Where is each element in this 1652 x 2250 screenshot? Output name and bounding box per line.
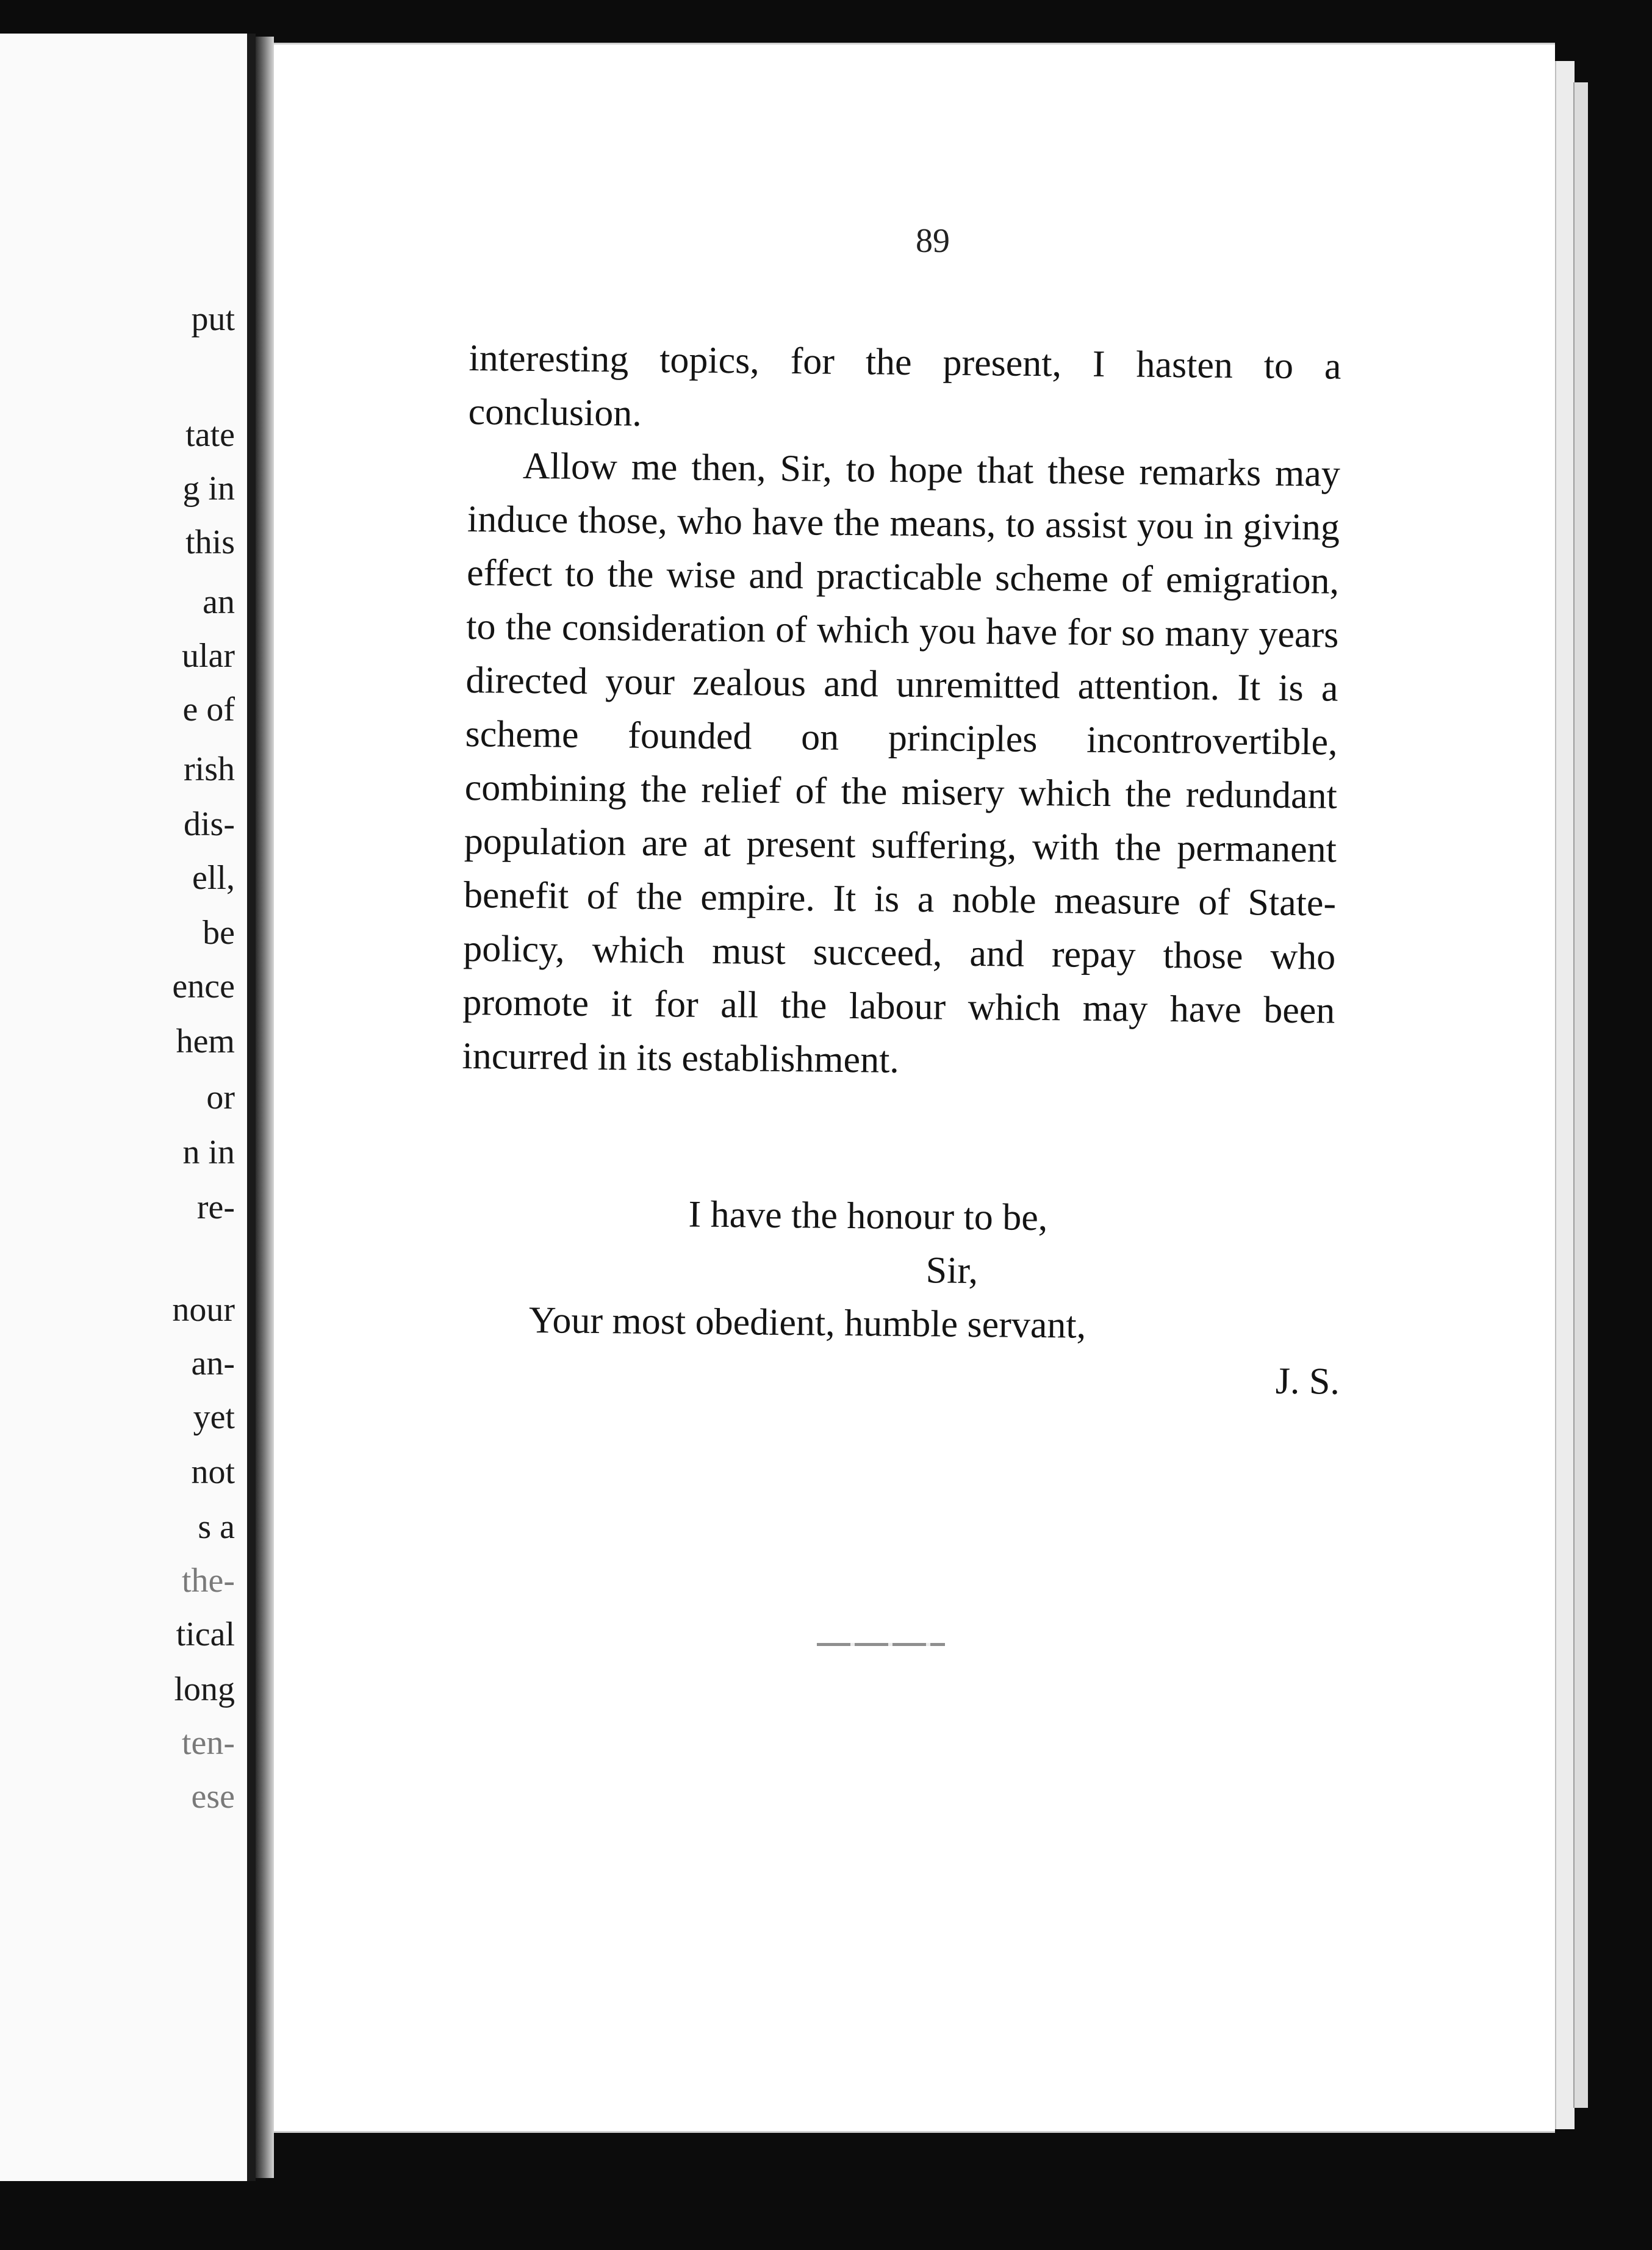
paragraph: Allow me then, Sir, to hope that these remarks may induce those, who have the means, to assist you in giving effect to the wise and practicable scheme of emigration, to the consideration of which you have for so many years directed your zealous and unremitted attention. It is a scheme founded on principles incontrovertible, combining the relief of the misery which the redundant population are at present suffering, with the permanent benefit of the empire. It is a noble measure of State-policy, which must succeed, and repay those who promote it for all the labour which may have been incurred in its establishment.	[462, 445, 1341, 1081]
left-page-fragment: dis-	[184, 805, 235, 843]
left-page-fragment: n in	[182, 1134, 235, 1171]
left-page-fragment: re-	[196, 1188, 235, 1226]
left-page-fragment: yet	[193, 1398, 235, 1436]
left-page-fragment: nour	[172, 1291, 235, 1329]
left-page-fragment: rish	[184, 750, 235, 788]
left-page-fragment: ence	[172, 968, 235, 1005]
left-page-fragment: be	[203, 914, 235, 952]
left-page-fragment: e of	[182, 691, 235, 728]
left-page-fragment: tical	[176, 1616, 235, 1653]
letter-closing	[467, 1185, 1341, 1409]
letter-body	[462, 331, 1341, 1091]
left-page-fragment: ular	[181, 637, 235, 675]
closing-salutation: Sir,	[925, 1249, 979, 1292]
closing-servant-line: Your most obedient, humble servant,	[528, 1299, 1086, 1346]
signature-initials: J. S.	[1275, 1360, 1340, 1403]
left-page-fragment: tate	[185, 416, 235, 454]
left-page-fragment: g in	[182, 470, 235, 508]
right-page	[274, 43, 1555, 2133]
page-edge	[1555, 61, 1575, 2129]
page-edge	[1573, 82, 1588, 2108]
paragraph-continuation: interesting topics, for the present, I hasten to a conclusion.	[468, 337, 1341, 434]
closing-honour-line: I have the honour to be,	[688, 1193, 1048, 1239]
left-page-fragment: ell,	[192, 859, 235, 897]
left-page-fragment: put	[191, 300, 235, 338]
left-page-fragment: this	[185, 523, 235, 561]
left-page-fragment: an-	[191, 1345, 235, 1382]
end-rule-ornament	[817, 1643, 945, 1646]
left-page-fragment: an	[203, 583, 235, 621]
left-page-fragment: hem	[176, 1023, 235, 1060]
left-facing-page	[0, 34, 256, 2181]
left-page-fragment: the-	[181, 1562, 235, 1600]
left-page-fragment: ten-	[181, 1724, 235, 1762]
left-page-fragment: ese	[191, 1778, 235, 1816]
left-page-fragment: long	[174, 1670, 235, 1708]
left-page-fragment: or	[206, 1079, 235, 1116]
left-page-fragment: not	[191, 1453, 235, 1491]
book-gutter	[256, 37, 274, 2178]
left-page-fragment: s a	[198, 1508, 235, 1546]
page-number: 89	[916, 222, 950, 260]
